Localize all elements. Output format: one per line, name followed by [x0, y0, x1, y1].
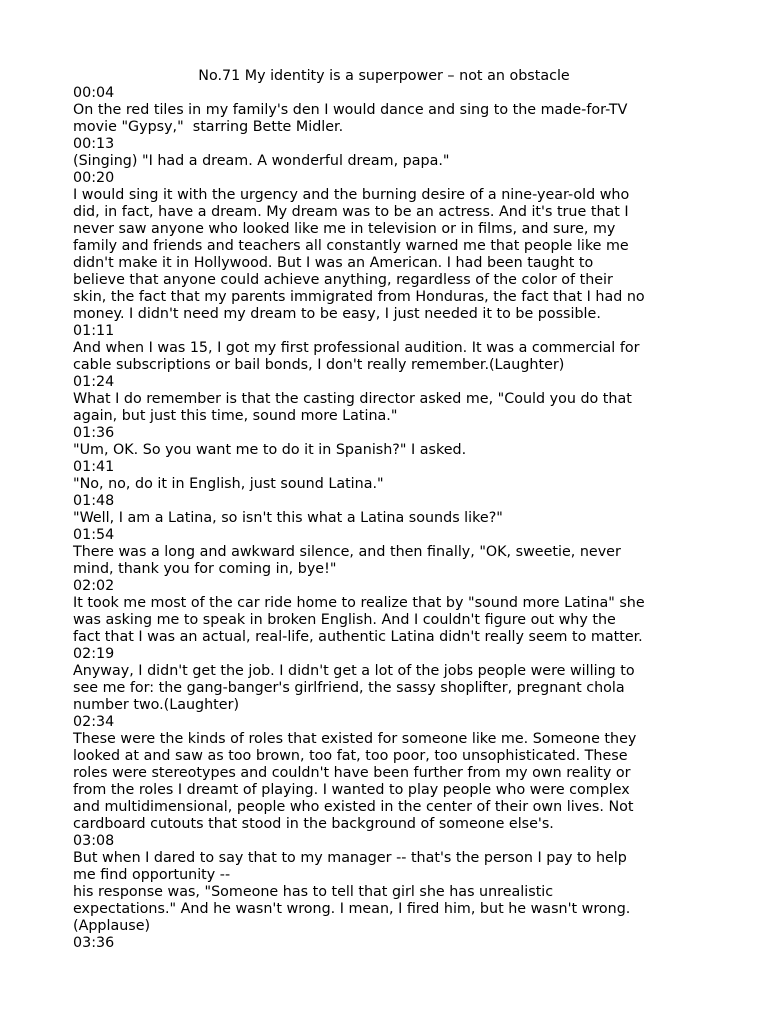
timestamp: 01:36 — [73, 425, 115, 441]
transcript-line: again, but just this time, sound more Latina." — [73, 408, 398, 424]
transcript-line: movie "Gypsy," starring Bette Midler. — [73, 119, 344, 135]
transcript-line: fact that I was an actual, real-life, authentic Latina didn't really seem to matter. — [73, 629, 643, 645]
transcript-line: There was a long and awkward silence, and then finally, "OK, sweetie, never — [73, 544, 621, 560]
timestamp: 00:04 — [73, 85, 115, 101]
timestamp: 01:11 — [73, 323, 115, 339]
transcript-line: And when I was 15, I got my first professional audition. It was a commercial for — [73, 340, 640, 356]
transcript-line: family and friends and teachers all constantly warned me that people like me — [73, 238, 629, 254]
document-title: No.71 My identity is a superpower – not an obstacle — [198, 68, 570, 84]
transcript-line: (Singing) "I had a dream. A wonderful dream, papa." — [73, 153, 450, 169]
transcript-line: It took me most of the car ride home to realize that by "sound more Latina" she — [73, 595, 645, 611]
transcript-line: his response was, "Someone has to tell that girl she has unrealistic — [73, 884, 554, 900]
transcript-line: believe that anyone could achieve anything, regardless of the color of their — [73, 272, 613, 288]
transcript-line: and multidimensional, people who existed in the center of their own lives. Not — [73, 799, 634, 815]
timestamp: 02:19 — [73, 646, 115, 662]
transcript-line: What I do remember is that the casting director asked me, "Could you do that — [73, 391, 632, 407]
timestamp: 01:54 — [73, 527, 115, 543]
timestamp: 02:34 — [73, 714, 115, 730]
transcript-line: cable subscriptions or bail bonds, I don't really remember.(Laughter) — [73, 357, 565, 373]
transcript-line: money. I didn't need my dream to be easy, I just needed it to be possible. — [73, 306, 601, 322]
transcript-line: These were the kinds of roles that existed for someone like me. Someone they — [73, 731, 637, 747]
transcript-line: But when I dared to say that to my manager -- that's the person I pay to help — [73, 850, 627, 866]
transcript-line: did, in fact, have a dream. My dream was to be an actress. And it's true that I — [73, 204, 629, 220]
transcript-line: expectations." And he wasn't wrong. I mean, I fired him, but he wasn't wrong. — [73, 901, 631, 917]
timestamp: 03:36 — [73, 935, 115, 951]
timestamp: 02:02 — [73, 578, 115, 594]
transcript-line: "Well, I am a Latina, so isn't this what a Latina sounds like?" — [73, 510, 503, 526]
transcript-line: cardboard cutouts that stood in the background of someone else's. — [73, 816, 554, 832]
transcript-line: me find opportunity -- — [73, 867, 231, 883]
transcript-line: never saw anyone who looked like me in television or in films, and sure, my — [73, 221, 616, 237]
transcript-line: I would sing it with the urgency and the burning desire of a nine-year-old who — [73, 187, 630, 203]
transcript-line: "Um, OK. So you want me to do it in Spanish?" I asked. — [73, 442, 467, 458]
timestamp: 01:24 — [73, 374, 115, 390]
timestamp: 01:48 — [73, 493, 115, 509]
timestamp: 00:20 — [73, 170, 115, 186]
transcript-line: skin, the fact that my parents immigrated from Honduras, the fact that I had no — [73, 289, 645, 305]
transcript-line: mind, thank you for coming in, bye!" — [73, 561, 337, 577]
transcript-line: roles were stereotypes and couldn't have been further from my own reality or — [73, 765, 631, 781]
transcript-line: from the roles I dreamt of playing. I wanted to play people who were complex — [73, 782, 630, 798]
transcript-body — [73, 85, 713, 952]
transcript-line: number two.(Laughter) — [73, 697, 240, 713]
transcript-line: Anyway, I didn't get the job. I didn't get a lot of the jobs people were willing to — [73, 663, 635, 679]
transcript-line: (Applause) — [73, 918, 151, 934]
timestamp: 03:08 — [73, 833, 115, 849]
timestamp: 01:41 — [73, 459, 115, 475]
transcript-line: see me for: the gang-banger's girlfriend, the sassy shoplifter, pregnant chola — [73, 680, 625, 696]
transcript-line: was asking me to speak in broken English. And I couldn't figure out why the — [73, 612, 616, 628]
timestamp: 00:13 — [73, 136, 115, 152]
transcript-line: "No, no, do it in English, just sound Latina." — [73, 476, 384, 492]
transcript-line: looked at and saw as too brown, too fat, too poor, too unsophisticated. These — [73, 748, 628, 764]
transcript-line: didn't make it in Hollywood. But I was an American. I had been taught to — [73, 255, 594, 271]
transcript-line: On the red tiles in my family's den I would dance and sing to the made-for-TV — [73, 102, 628, 118]
